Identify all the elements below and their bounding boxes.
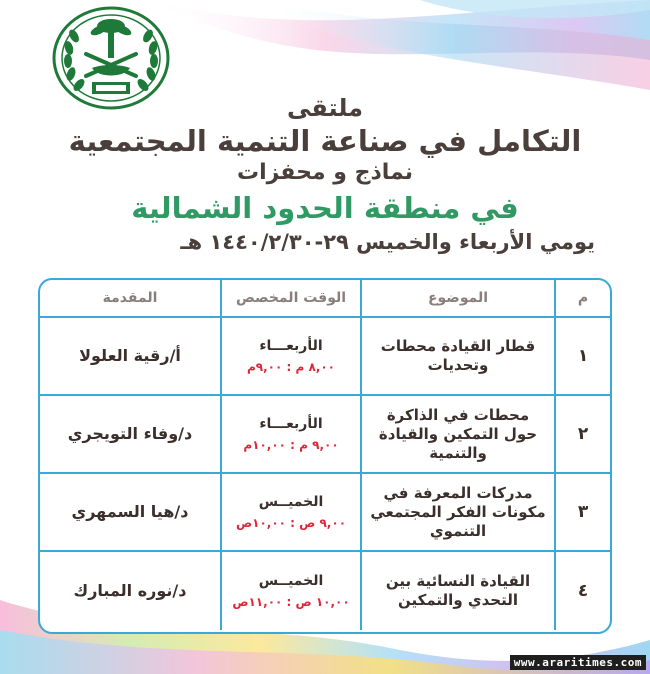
row-presenter: د/وفاء التويجري <box>67 424 193 443</box>
row-hours: ٨,٠٠ م : ٩,٠٠م <box>247 359 335 374</box>
row-hours: ٩,٠٠ م : ١٠,٠٠م <box>243 437 339 452</box>
row-num: ٤ <box>577 581 589 601</box>
table-row <box>40 474 610 552</box>
event-region: في منطقة الحدود الشمالية <box>131 191 519 225</box>
event-date: يومي الأربعاء والخميس ٢٩-١٤٤٠/٢/٣٠ هـ <box>180 230 595 254</box>
row-num: ٣ <box>577 502 589 522</box>
header-time: الوقت المخصص <box>220 280 360 316</box>
header-presenter: المقدمة <box>102 290 158 306</box>
row-hours: ١٠,٠٠ ص : ١١,٠٠ص <box>232 594 350 609</box>
event-subtitle: نماذج و محفزات <box>236 160 414 185</box>
row-presenter: د/هيا السمهري <box>71 502 189 521</box>
row-day: الخميــس <box>258 572 324 589</box>
row-topic: مدركات المعرفة في مكونات الفكر المجتمعي التنموي <box>370 483 546 540</box>
row-topic: محطات في الذاكرة حول التمكين والقيادة والتنمية <box>378 405 538 462</box>
row-presenter: د/نوره المبارك <box>73 581 187 600</box>
site-watermark: www.araritimes.com <box>510 655 646 670</box>
row-num: ٢ <box>577 424 589 444</box>
header-num: م <box>554 280 610 316</box>
schedule-table <box>38 278 612 634</box>
table-row <box>40 552 610 630</box>
row-num: ١ <box>577 346 589 366</box>
row-hours: ٩,٠٠ ص : ١٠,٠٠ص <box>235 515 347 530</box>
row-day: الخميــس <box>258 493 324 510</box>
row-topic: قطار القيادة محطات وتحديات <box>380 337 536 374</box>
table-row <box>40 318 610 396</box>
event-label: ملتقى <box>286 94 363 122</box>
table-row <box>40 396 610 474</box>
row-presenter: أ/رقية العلولا <box>79 346 181 365</box>
row-topic: القيادة النسائية بين التحدي والتمكين <box>385 572 531 609</box>
row-day: الأربعـــاء <box>259 415 323 432</box>
event-title-block <box>40 92 610 228</box>
header-topic: الموضوع <box>360 280 554 316</box>
event-title: التكامل في صناعة التنمية المجتمعية <box>68 124 582 158</box>
table-header-row <box>40 280 610 318</box>
row-day: الأربعـــاء <box>259 337 323 354</box>
